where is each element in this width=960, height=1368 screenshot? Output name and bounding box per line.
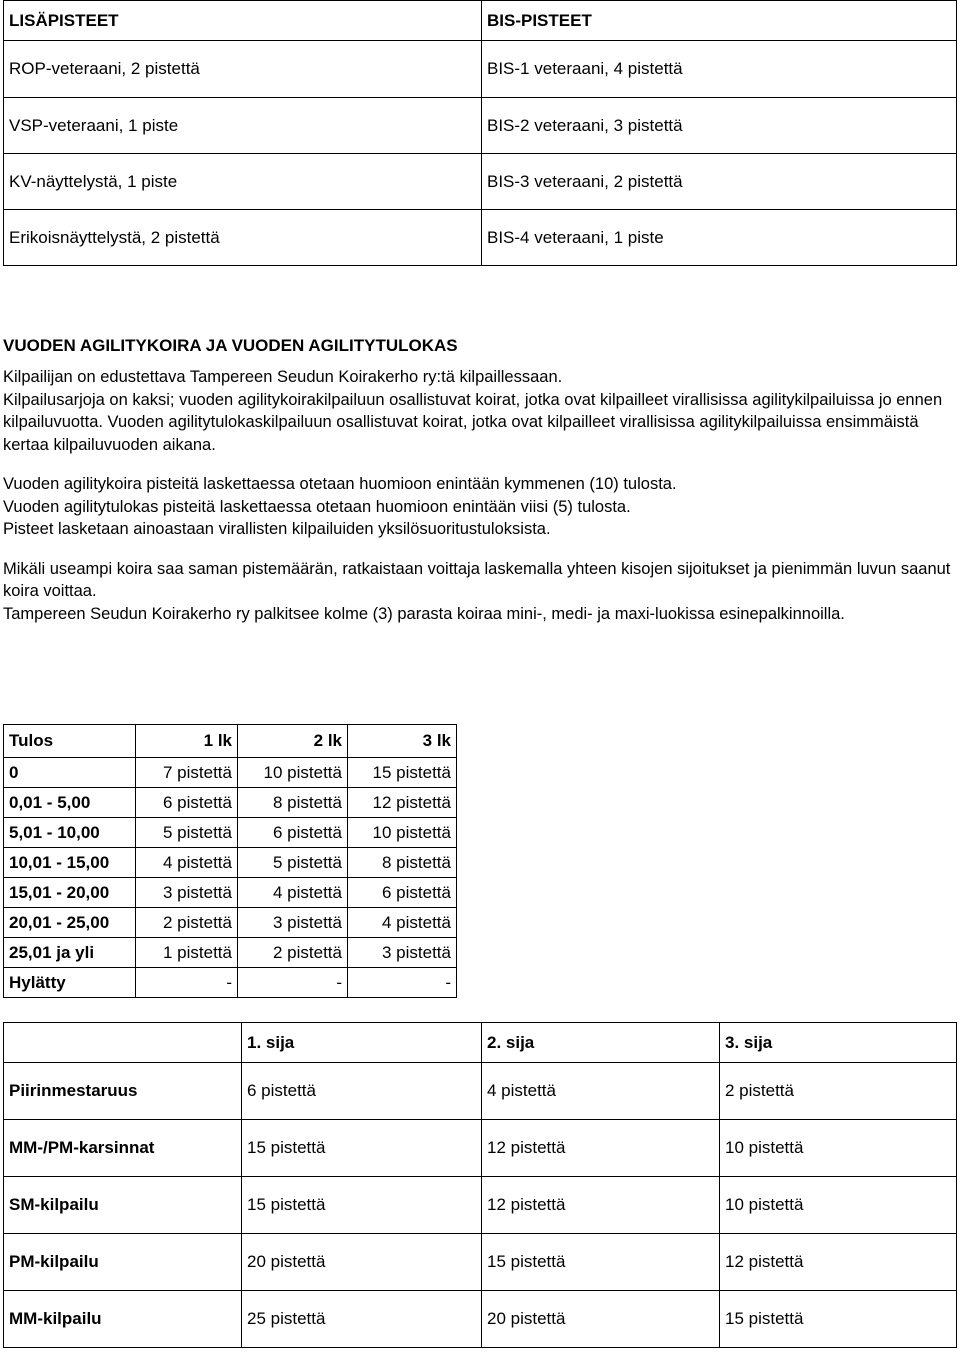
table-cell: 5 pistettä [136, 818, 238, 848]
table-cell: 15 pistettä [348, 758, 457, 788]
table-row [4, 848, 457, 878]
table-cell: 10 pistettä [348, 818, 457, 848]
table-cell: 4 pistettä [482, 1063, 720, 1120]
header-2-sija: 2. sija [482, 1023, 720, 1063]
table-cell: 20 pistettä [482, 1291, 720, 1348]
bonus-points-table [3, 0, 957, 266]
table-row [4, 1120, 957, 1177]
table-cell: 6 pistettä [136, 788, 238, 818]
table-cell: 20,01 - 25,00 [4, 908, 136, 938]
table-cell: 10,01 - 15,00 [4, 848, 136, 878]
table-row [4, 938, 457, 968]
table-cell: MM-/PM-karsinnat [4, 1120, 242, 1177]
table-cell: BIS-3 veteraani, 2 pistettä [482, 154, 957, 210]
table-cell: BIS-1 veteraani, 4 pistettä [482, 41, 957, 98]
table-cell: 12 pistettä [482, 1177, 720, 1234]
table-cell: 15 pistettä [242, 1120, 482, 1177]
header-lisapisteet: LISÄPISTEET [4, 1, 482, 41]
table-row [4, 818, 457, 848]
table-row [4, 210, 957, 266]
table-cell: 5 pistettä [238, 848, 348, 878]
table-cell: 15,01 - 20,00 [4, 878, 136, 908]
table-cell: BIS-4 veteraani, 1 piste [482, 210, 957, 266]
table-row [4, 154, 957, 210]
table-cell: BIS-2 veteraani, 3 pistettä [482, 98, 957, 154]
table-cell: KV-näyttelystä, 1 piste [4, 154, 482, 210]
table-cell: VSP-veteraani, 1 piste [4, 98, 482, 154]
table-cell: 25,01 ja yli [4, 938, 136, 968]
table-row [4, 1234, 957, 1291]
header-3lk: 3 lk [348, 725, 457, 758]
table-row [4, 1063, 957, 1120]
table-cell: 8 pistettä [238, 788, 348, 818]
paragraph-counting: Vuoden agilitykoira pisteitä laskettaessa otetaan huomioon enintään kymmenen (10) tulosta. Vuoden agilitytulokas pisteitä laskettaessa otetaan huomioon enintään viisi (5) tulosta. Pisteet lasketaan ainoastaan virallisten kilpailuiden yksilösuoritustuloksista. [3, 475, 677, 538]
table-cell: Hylätty [4, 968, 136, 998]
section-heading: VUODEN AGILITYKOIRA JA VUODEN AGILITYTULOKAS [3, 336, 458, 355]
table-cell: - [238, 968, 348, 998]
table-cell: 10 pistettä [238, 758, 348, 788]
table-cell: 15 pistettä [242, 1177, 482, 1234]
table-cell: 10 pistettä [720, 1177, 957, 1234]
header-1-sija: 1. sija [242, 1023, 482, 1063]
table-cell: ROP-veteraani, 2 pistettä [4, 41, 482, 98]
header-empty [4, 1023, 242, 1063]
table-row [4, 98, 957, 154]
table-cell: 6 pistettä [238, 818, 348, 848]
table-row [4, 1291, 957, 1348]
table-cell: 4 pistettä [348, 908, 457, 938]
table-cell: Piirinmestaruus [4, 1063, 242, 1120]
table-cell: 12 pistettä [720, 1234, 957, 1291]
rules-section [3, 334, 957, 625]
table-cell: 2 pistettä [136, 908, 238, 938]
table-row [4, 878, 457, 908]
table-row [4, 758, 457, 788]
table-header-row [4, 1023, 957, 1063]
table-cell: PM-kilpailu [4, 1234, 242, 1291]
table-cell: 12 pistettä [482, 1120, 720, 1177]
table-cell: - [136, 968, 238, 998]
header-tulos: Tulos [4, 725, 136, 758]
table-row [4, 1177, 957, 1234]
table-header-row [4, 725, 457, 758]
result-points-table [3, 724, 457, 998]
table-cell: 6 pistettä [348, 878, 457, 908]
table-cell: 7 pistettä [136, 758, 238, 788]
table-cell: 3 pistettä [348, 938, 457, 968]
table-cell: 1 pistettä [136, 938, 238, 968]
table-row [4, 41, 957, 98]
table-cell: MM-kilpailu [4, 1291, 242, 1348]
placement-points-table [3, 1022, 957, 1348]
table-cell: Erikoisnäyttelystä, 2 pistettä [4, 210, 482, 266]
table-cell: - [348, 968, 457, 998]
header-3-sija: 3. sija [720, 1023, 957, 1063]
table-cell: 15 pistettä [482, 1234, 720, 1291]
table-cell: 3 pistettä [136, 878, 238, 908]
table-cell: 5,01 - 10,00 [4, 818, 136, 848]
table-cell: 20 pistettä [242, 1234, 482, 1291]
paragraph-eligibility: Kilpailijan on edustettava Tampereen Seudun Koirakerho ry:tä kilpaillessaan. Kilpailusarjoja on kaksi; vuoden agilitykoirakilpailuun osallistuvat koirat, jotka ovat kilpailleet virallisissa agilitykilpailuissa jo ennen kilpailuvuotta. Vuoden agilitytulokaskilpailuun osallistuvat koirat, jotka ovat kilpailleet virallisissa agilitykilpailuissa ensimmäistä kertaa kilpailuvuoden aikana. [3, 368, 943, 454]
table-cell: 4 pistettä [238, 878, 348, 908]
table-header-row [4, 1, 957, 41]
paragraph-tiebreak: Mikäli useampi koira saa saman pistemäärän, ratkaistaan voittaja laskemalla yhteen kisojen sijoitukset ja pienimmän luvun saanut koira voittaa. Tampereen Seudun Koirakerho ry palkitsee kolme (3) parasta koiraa mini-, medi- ja maxi-luokissa esinepalkinnoilla. [3, 559, 951, 623]
table-cell: 10 pistettä [720, 1120, 957, 1177]
table-cell: SM-kilpailu [4, 1177, 242, 1234]
table-cell: 8 pistettä [348, 848, 457, 878]
table-cell: 0,01 - 5,00 [4, 788, 136, 818]
table-cell: 3 pistettä [238, 908, 348, 938]
table-cell: 25 pistettä [242, 1291, 482, 1348]
table-cell: 4 pistettä [136, 848, 238, 878]
table-cell: 2 pistettä [720, 1063, 957, 1120]
table-cell: 15 pistettä [720, 1291, 957, 1348]
header-2lk: 2 lk [238, 725, 348, 758]
table-cell: 2 pistettä [238, 938, 348, 968]
header-bis-pisteet: BIS-PISTEET [482, 1, 957, 41]
header-1lk: 1 lk [136, 725, 238, 758]
table-row [4, 968, 457, 998]
table-cell: 6 pistettä [242, 1063, 482, 1120]
table-row [4, 908, 457, 938]
table-cell: 0 [4, 758, 136, 788]
table-cell: 12 pistettä [348, 788, 457, 818]
table-row [4, 788, 457, 818]
